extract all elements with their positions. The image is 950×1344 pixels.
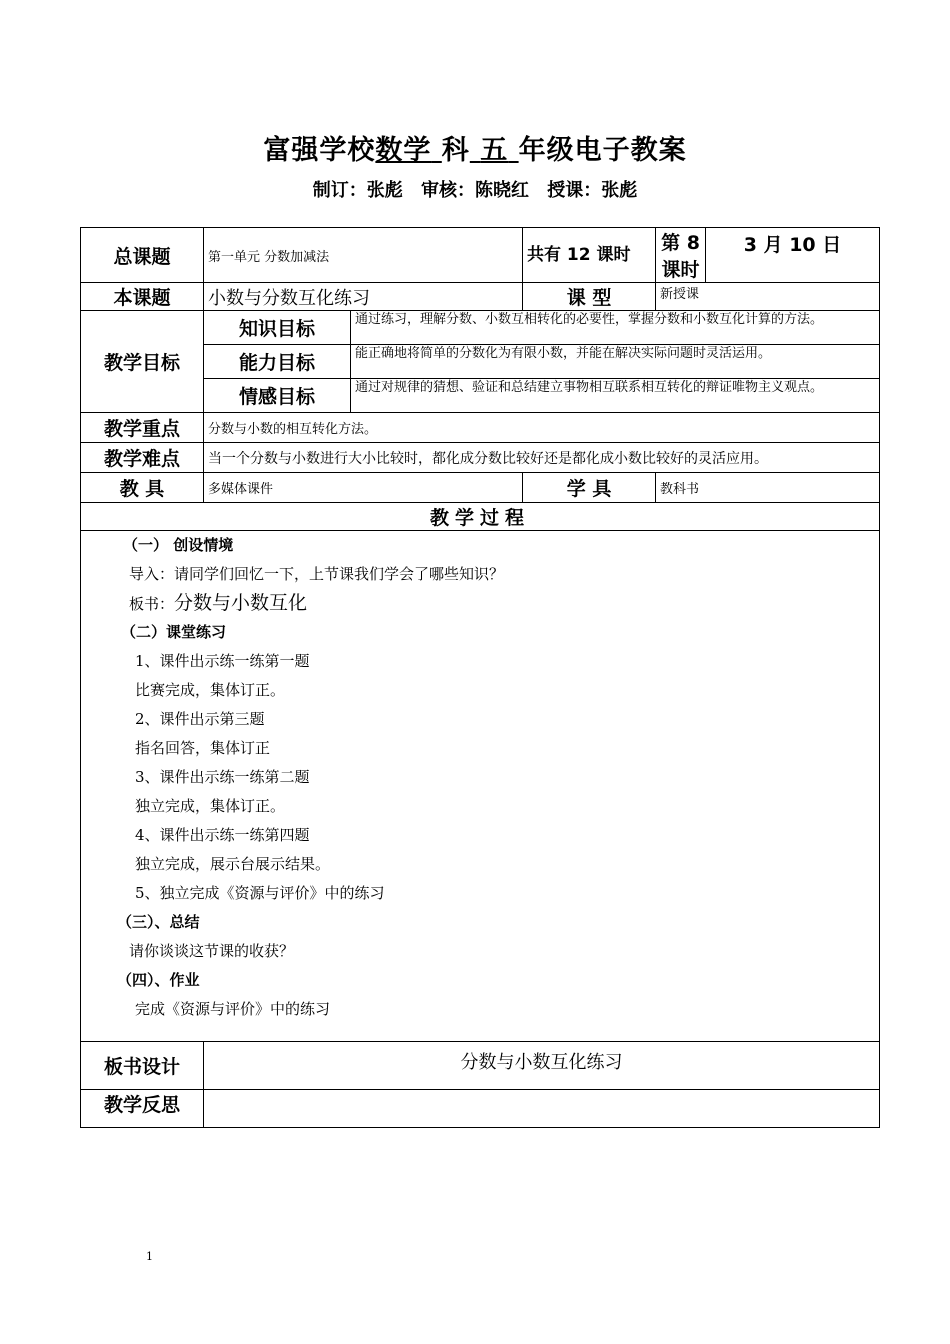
student-tools-label: 学 具 — [523, 473, 656, 503]
process-line — [81, 908, 879, 937]
emotion-goal-label: 情感目标 — [204, 379, 351, 413]
process-line — [81, 734, 879, 763]
grade-name: 五 — [480, 135, 509, 166]
process-line — [81, 763, 879, 792]
process-line-text: 4、课件出示练一练第四题 — [135, 826, 310, 844]
lesson-number: 第 8 课时 — [656, 228, 706, 283]
process-line-board-text: 分数与小数互化 — [174, 592, 308, 614]
process-line — [81, 531, 879, 560]
document-title — [0, 128, 950, 167]
process-line — [81, 560, 879, 589]
process-line-text: 独立完成，集体订正。 — [135, 797, 286, 815]
tools-label: 教 具 — [81, 473, 204, 503]
total-hours: 共有 12 课时 — [523, 228, 656, 283]
knowledge-goal-text: 通过练习，理解分数、小数互相转化的必要性，掌握分数和小数互化计算的方法。 — [351, 311, 880, 345]
topic-label: 本课题 — [81, 283, 204, 311]
board-design-text: 分数与小数互化练习 — [204, 1042, 880, 1090]
topic-value: 小数与分数互化练习 — [204, 283, 523, 311]
student-tools-text: 教科书 — [656, 473, 880, 503]
process-section-heading: （一） 创设情境 — [123, 536, 234, 554]
type-value: 新授课 — [656, 283, 880, 311]
process-line-prefix: 板书： — [129, 595, 175, 613]
school-name: 富强学校 — [263, 135, 376, 166]
key-point-label: 教学重点 — [81, 413, 204, 443]
process-section-heading: （二）课堂练习 — [121, 623, 227, 641]
process-section-heading: （三）、总结 — [117, 913, 200, 931]
key-point-text: 分数与小数的相互转化方法。 — [204, 413, 880, 443]
difficulty-text: 当一个分数与小数进行大小比较时，都化成分数比较好还是都化成小数比较好的灵活应用。 — [204, 443, 880, 473]
process-line-text: 2、课件出示第三题 — [135, 710, 265, 728]
process-line — [81, 618, 879, 647]
subject-name: 数学 — [375, 135, 432, 166]
process-line-text: 独立完成，展示台展示结果。 — [135, 855, 331, 873]
ability-goal-label: 能力目标 — [204, 345, 351, 379]
process-line-text: 请你谈谈这节课的收获？ — [129, 942, 295, 960]
type-label: 课 型 — [523, 283, 656, 311]
reflection-text — [204, 1090, 880, 1128]
lesson-date: 3 月 10 日 — [706, 228, 880, 283]
process-line-text: 5、独立完成《资源与评价》中的练习 — [135, 884, 385, 902]
emotion-goal-text: 通过对规律的猜想、验证和总结建立事物相互联系相互转化的辩证唯物主义观点。 — [351, 379, 880, 413]
reviewer: 审核：陈晓红 — [421, 180, 529, 201]
process-line — [81, 995, 879, 1024]
process-line — [81, 676, 879, 705]
document-subtitle — [0, 176, 950, 202]
process-line-text: 指名回答，集体订正 — [135, 739, 271, 757]
process-line-text: 比赛完成，集体订正。 — [135, 681, 286, 699]
process-content — [81, 531, 880, 1042]
reflection-label: 教学反思 — [81, 1090, 204, 1128]
process-line-text: 1、课件出示练一练第一题 — [135, 652, 310, 670]
process-line — [81, 821, 879, 850]
process-section-heading: （四）、作业 — [117, 971, 200, 989]
ability-goal-text: 能正确地将简单的分数化为有限小数，并能在解决实际问题时灵活运用。 — [351, 345, 880, 379]
process-line-text: 3、课件出示练一练第二题 — [135, 768, 310, 786]
board-design-label: 板书设计 — [81, 1042, 204, 1090]
total-topic-label: 总课题 — [81, 228, 204, 283]
process-line — [81, 705, 879, 734]
process-line — [81, 647, 879, 676]
page-number: 1 — [146, 1250, 153, 1263]
process-heading: 教学过程 — [81, 503, 880, 531]
tools-text: 多媒体课件 — [204, 473, 523, 503]
process-line — [81, 792, 879, 821]
difficulty-label: 教学难点 — [81, 443, 204, 473]
total-topic-value: 第一单元 分数加减法 — [204, 228, 523, 283]
process-line — [81, 937, 879, 966]
goals-label: 教学目标 — [81, 311, 204, 413]
lesson-plan-table — [80, 227, 880, 1128]
process-line-text: 完成《资源与评价》中的练习 — [135, 1000, 331, 1018]
process-line — [81, 879, 879, 908]
process-line — [81, 850, 879, 879]
teacher: 授课：张彪 — [547, 180, 638, 201]
grade-suffix: 年级电子教案 — [518, 135, 687, 166]
process-line — [81, 589, 879, 618]
subject-suffix: 科 — [441, 135, 470, 166]
process-line-text: 导入：请同学们回忆一下，上节课我们学会了哪些知识？ — [129, 565, 505, 583]
maker: 制订：张彪 — [312, 180, 403, 201]
process-line — [81, 966, 879, 995]
knowledge-goal-label: 知识目标 — [204, 311, 351, 345]
